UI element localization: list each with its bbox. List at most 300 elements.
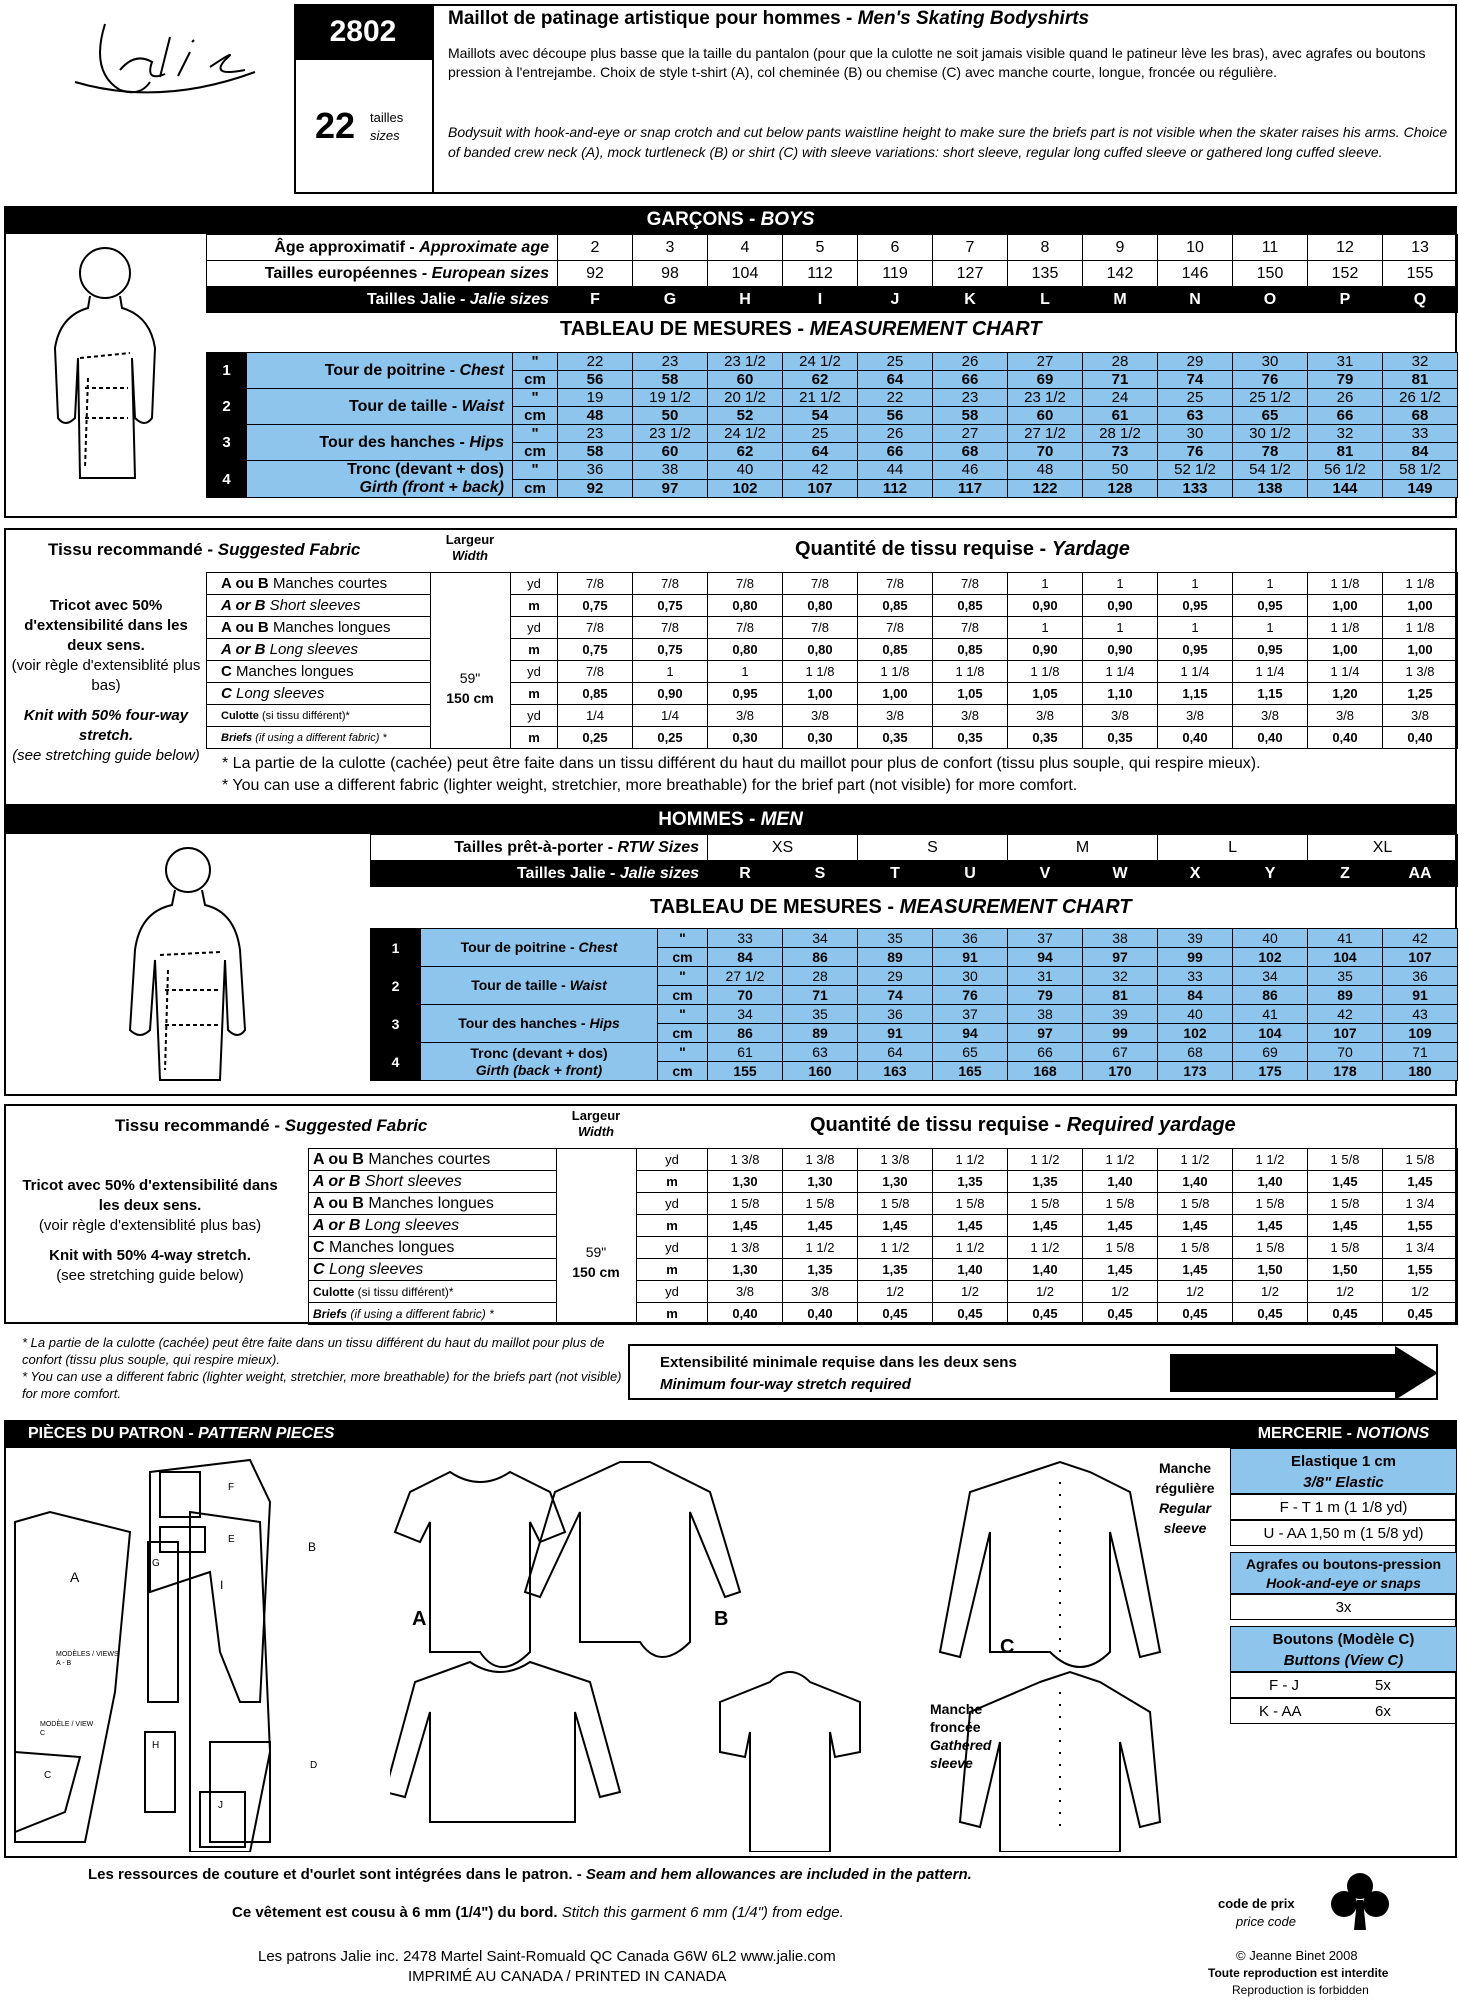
unit-cell: cm: [658, 1062, 708, 1081]
measure-cell: 117: [933, 479, 1008, 498]
measure-cell: 69: [1233, 1043, 1308, 1062]
yardage-cell: 1,40: [1233, 1171, 1308, 1193]
boys-yardage-row: [207, 573, 1458, 595]
men-width-label: Largeur Width: [571, 1108, 621, 1139]
yardage-cell: 1/2: [858, 1281, 933, 1303]
views-note: MODÈLES / VIEWS A - B: [56, 1651, 119, 1667]
measure-cell: 99: [1158, 948, 1233, 967]
style-label: Culotte (si tissu différent)*: [207, 705, 431, 727]
measure-cell: 30: [1158, 425, 1233, 443]
measure-cell: 81: [1083, 986, 1158, 1005]
yardage-cell: 1 3/4: [1383, 1193, 1458, 1215]
boys-yardage-row: [207, 727, 1458, 749]
men-measure-row: [371, 929, 1458, 948]
measure-cell: 94: [933, 1024, 1008, 1043]
unit-cell: ": [658, 967, 708, 986]
measure-cell: 35: [783, 1005, 858, 1024]
yardage-cell: 7/8: [633, 617, 708, 639]
measure-cell: 63: [1158, 407, 1233, 425]
measure-cell: 70: [1308, 1043, 1383, 1062]
unit-cell: m: [637, 1303, 708, 1325]
measure-cell: 91: [1383, 986, 1458, 1005]
measure-cell: 70: [708, 986, 783, 1005]
style-label: A or B Long sleeves: [207, 639, 431, 661]
measure-cell: 41: [1233, 1005, 1308, 1024]
yardage-cell: 3/8: [708, 705, 783, 727]
yardage-cell: 1 5/8: [1308, 1237, 1383, 1259]
yardage-cell: 0,80: [783, 595, 858, 617]
measure-cell: 43: [1383, 1005, 1458, 1024]
boys-chart-title: TABLEAU DE MESURES - MEASUREMENT CHART: [560, 318, 1042, 340]
row-number: 4: [371, 1043, 421, 1081]
yardage-cell: 0,40: [1383, 727, 1458, 749]
measure-label: Tour de taille - Waist: [247, 389, 513, 425]
boys-width-label: Largeur Width: [445, 532, 495, 563]
style-label: A ou B Manches courtes: [309, 1149, 557, 1171]
unit-cell: yd: [637, 1193, 708, 1215]
measure-cell: 68: [1383, 407, 1458, 425]
unit-cell: cm: [658, 948, 708, 967]
measure-cell: 56: [558, 371, 633, 389]
measure-cell: 66: [933, 371, 1008, 389]
measure-cell: 26 1/2: [1383, 389, 1458, 407]
men-jalie-label: Tailles Jalie - Jalie sizes: [371, 861, 708, 887]
yardage-cell: 1 5/8: [708, 1193, 783, 1215]
measure-cell: 28 1/2: [1083, 425, 1158, 443]
address: Les patrons Jalie inc. 2478 Martel Saint-Romuald QC Canada G6W 6L2 www.jalie.com: [258, 1948, 836, 1965]
yardage-cell: 0,80: [783, 639, 858, 661]
yardage-cell: 1: [1083, 617, 1158, 639]
yardage-cell: 1 1/2: [1083, 1149, 1158, 1171]
yardage-cell: 1 5/8: [1233, 1193, 1308, 1215]
measure-cell: 60: [708, 371, 783, 389]
measure-cell: 26: [933, 353, 1008, 371]
pieces-title: PIÈCES DU PATRON - PATTERN PIECES: [4, 1420, 1230, 1448]
unit-cell: ": [658, 929, 708, 948]
eu-label: Tailles européennes - European sizes: [207, 261, 558, 287]
view-b-label: B: [714, 1608, 729, 1630]
measure-cell: 36: [933, 929, 1008, 948]
men-yardage-row: [309, 1237, 1458, 1259]
measure-cell: 67: [1083, 1043, 1158, 1062]
yardage-cell: 1 1/8: [1383, 573, 1458, 595]
men-measure-row: [371, 1043, 1458, 1062]
yardage-cell: 3/8: [1233, 705, 1308, 727]
unit-cell: yd: [511, 705, 558, 727]
style-label: Briefs (if using a different fabric) *: [207, 727, 431, 749]
yardage-cell: 0,95: [1233, 595, 1308, 617]
yardage-cell: 3/8: [783, 705, 858, 727]
men-measure-row: [371, 967, 1458, 986]
measure-cell: 27: [933, 425, 1008, 443]
measure-cell: 37: [933, 1005, 1008, 1024]
unit-cell: m: [511, 639, 558, 661]
yardage-cell: 1,15: [1233, 683, 1308, 705]
measure-cell: 81: [1308, 443, 1383, 461]
row-number: 1: [207, 353, 247, 389]
yardage-cell: 1,40: [1083, 1171, 1158, 1193]
notions-title: MERCERIE - NOTIONS: [1230, 1420, 1457, 1448]
measure-cell: 84: [708, 948, 783, 967]
yardage-cell: 7/8: [708, 617, 783, 639]
yardage-cell: 7/8: [633, 573, 708, 595]
measure-cell: 42: [1308, 1005, 1383, 1024]
measure-cell: 33: [1158, 967, 1233, 986]
yardage-cell: 1,55: [1383, 1259, 1458, 1281]
row-number: 2: [371, 967, 421, 1005]
yardage-cell: 1,45: [1083, 1259, 1158, 1281]
yardage-cell: 1,00: [1383, 595, 1458, 617]
measure-cell: 22: [558, 353, 633, 371]
yardage-cell: 1: [1008, 573, 1083, 595]
yardage-cell: 1,45: [1158, 1215, 1233, 1237]
measure-cell: 86: [1233, 986, 1308, 1005]
men-yardage-row: [309, 1149, 1458, 1171]
yardage-cell: 7/8: [933, 617, 1008, 639]
yardage-cell: 1/2: [1308, 1281, 1383, 1303]
measure-cell: 22: [858, 389, 933, 407]
yardage-cell: 0,80: [708, 639, 783, 661]
style-label: C Manches longues: [207, 661, 431, 683]
measure-cell: 41: [1308, 929, 1383, 948]
unit-cell: yd: [637, 1237, 708, 1259]
measure-cell: 21 1/2: [783, 389, 858, 407]
unit-cell: cm: [658, 1024, 708, 1043]
measure-cell: 76: [1233, 371, 1308, 389]
yardage-cell: 1 1/8: [1308, 573, 1383, 595]
yardage-cell: 1 1/2: [1008, 1237, 1083, 1259]
yardage-cell: 1 1/2: [858, 1237, 933, 1259]
yardage-cell: 1/2: [1233, 1281, 1308, 1303]
boys-measure-row: [207, 425, 1458, 443]
yardage-cell: 1 3/8: [708, 1237, 783, 1259]
copyright: © Jeanne Binet 2008: [1236, 1948, 1358, 1963]
style-label: Briefs (if using a different fabric) *: [309, 1303, 557, 1325]
style-label: C Long sleeves: [207, 683, 431, 705]
measure-cell: 86: [708, 1024, 783, 1043]
measure-cell: 97: [633, 479, 708, 498]
yardage-cell: 1: [708, 661, 783, 683]
unit-cell: yd: [511, 617, 558, 639]
unit-cell: m: [511, 683, 558, 705]
yardage-cell: 1,10: [1083, 683, 1158, 705]
yardage-cell: 0,90: [633, 683, 708, 705]
measure-cell: 23: [558, 425, 633, 443]
sizes-fr: tailles: [370, 110, 404, 125]
yardage-cell: 1,30: [783, 1171, 858, 1193]
measure-cell: 30: [933, 967, 1008, 986]
yardage-cell: 0,95: [708, 683, 783, 705]
measure-cell: 25: [783, 425, 858, 443]
yardage-cell: 1,15: [1158, 683, 1233, 705]
row-number: 2: [207, 389, 247, 425]
measure-cell: 71: [1383, 1043, 1458, 1062]
boys-yardage-table: [206, 572, 1458, 749]
buttons-header: Boutons (Modèle C) Buttons (View C): [1230, 1626, 1457, 1672]
yardage-cell: 1,35: [858, 1259, 933, 1281]
measure-cell: 58 1/2: [1383, 461, 1458, 480]
yardage-cell: 0,85: [858, 595, 933, 617]
yardage-cell: 1 1/2: [783, 1237, 858, 1259]
yardage-cell: 3/8: [1008, 705, 1083, 727]
measure-cell: 71: [783, 986, 858, 1005]
yardage-cell: 0,75: [558, 639, 633, 661]
buttons-row-1: F - J 5x: [1230, 1672, 1457, 1698]
measure-cell: 144: [1308, 479, 1383, 498]
yardage-cell: 1 5/8: [783, 1193, 858, 1215]
measure-cell: 39: [1158, 929, 1233, 948]
boys-width-value: 59" 150 cm: [446, 670, 494, 706]
measure-cell: 89: [1308, 986, 1383, 1005]
measure-cell: 65: [1233, 407, 1308, 425]
price-code-label-en: price code: [1236, 1914, 1296, 1929]
measure-cell: 91: [933, 948, 1008, 967]
yardage-cell: 7/8: [783, 617, 858, 639]
yardage-cell: 0,95: [1233, 639, 1308, 661]
unit-cell: cm: [513, 443, 558, 461]
yardage-cell: 0,35: [1008, 727, 1083, 749]
boy-figure: [40, 238, 170, 498]
measure-cell: 86: [783, 948, 858, 967]
measure-cell: 91: [858, 1024, 933, 1043]
measure-cell: 23: [633, 353, 708, 371]
men-title: HOMMES - MEN: [4, 806, 1457, 834]
yardage-cell: 0,45: [858, 1303, 933, 1325]
yardage-cell: 1/2: [1158, 1281, 1233, 1303]
men-yardage-row: [309, 1193, 1458, 1215]
yardage-cell: 1,00: [1308, 639, 1383, 661]
measure-cell: 26: [858, 425, 933, 443]
yardage-cell: 0,85: [558, 683, 633, 705]
measure-cell: 78: [1233, 443, 1308, 461]
measure-cell: 97: [1083, 948, 1158, 967]
yardage-cell: 0,45: [1158, 1303, 1233, 1325]
yardage-cell: 3/8: [708, 1281, 783, 1303]
boys-note-en: * You can use a different fabric (lighter weight, stretchier, more breathable) for the brief part (not visible) for more comfort.: [222, 777, 1078, 794]
measure-cell: 168: [1008, 1062, 1083, 1081]
unit-cell: ": [513, 461, 558, 480]
yardage-cell: 1,05: [933, 683, 1008, 705]
measure-cell: 66: [1308, 407, 1383, 425]
measure-cell: 30 1/2: [1233, 425, 1308, 443]
seam-note: Les ressources de couture et d'ourlet sont intégrées dans le patron. - Seam and hem allowances are included in the pattern.: [88, 1866, 972, 1883]
measure-cell: 61: [708, 1043, 783, 1062]
yardage-cell: 0,85: [933, 639, 1008, 661]
description-en: Bodysuit with hook-and-eye or snap crotch and cut below pants waistline height to make sure the briefs part is not visible when the skater raises his arms. Choice of banded crew neck (A), mock turtleneck (B) or shirt (C) with sleeve variations: short sleeve, regular long cuffed sleeve or gathered long cuffed sleeve.: [448, 124, 1448, 160]
yardage-cell: 1 1/2: [933, 1149, 1008, 1171]
yardage-cell: 0,40: [708, 1303, 783, 1325]
measure-cell: 34: [708, 1005, 783, 1024]
measure-cell: 29: [1158, 353, 1233, 371]
measure-label: Tour de poitrine - Chest: [247, 353, 513, 389]
yardage-cell: 1,00: [1383, 639, 1458, 661]
measure-cell: 107: [783, 479, 858, 498]
style-label: A or B Short sleeves: [207, 595, 431, 617]
measure-cell: 27 1/2: [1008, 425, 1083, 443]
measure-cell: 58: [933, 407, 1008, 425]
yardage-cell: 1 5/8: [1383, 1149, 1458, 1171]
measure-cell: 138: [1233, 479, 1308, 498]
yardage-cell: 1,05: [1008, 683, 1083, 705]
men-yardage-row: [309, 1281, 1458, 1303]
yardage-cell: 0,85: [933, 595, 1008, 617]
yardage-cell: 1 5/8: [1083, 1237, 1158, 1259]
unit-cell: yd: [637, 1149, 708, 1171]
men-fabric-title: Tissu recommandé - Suggested Fabric: [115, 1116, 428, 1135]
measure-cell: 133: [1158, 479, 1233, 498]
measure-cell: 37: [1008, 929, 1083, 948]
style-label: A or B Long sleeves: [309, 1215, 557, 1237]
yardage-cell: 1: [1158, 617, 1233, 639]
measure-cell: 38: [1008, 1005, 1083, 1024]
regular-sleeve-label: Manche régulière Regular sleeve: [1155, 1460, 1215, 1536]
yardage-cell: 1 3/8: [783, 1149, 858, 1171]
measure-cell: 30: [1233, 353, 1308, 371]
measure-cell: 89: [783, 1024, 858, 1043]
measure-cell: 38: [1083, 929, 1158, 948]
yardage-cell: 1 5/8: [933, 1193, 1008, 1215]
yardage-cell: 1,45: [1008, 1215, 1083, 1237]
boys-size-table: Âge approximatif - Approximate age 2 3 4 5 6 7 8 9 10 11 12 13 Tailles européennes - European sizes 92 98 104 112 119 127 135 142 146 150 152 155 Tailles Jalie - Jalie sizes F G H I J K L M N O P Q: [206, 234, 1458, 313]
boys-measure-row: [207, 389, 1458, 407]
boys-yardage-row: [207, 595, 1458, 617]
measure-cell: 40: [708, 461, 783, 480]
measure-cell: 23 1/2: [633, 425, 708, 443]
measure-cell: 65: [933, 1043, 1008, 1062]
yardage-cell: 0,85: [858, 639, 933, 661]
measure-cell: 64: [858, 371, 933, 389]
yardage-cell: 1,45: [933, 1215, 1008, 1237]
piece-label-g: G: [152, 1558, 160, 1569]
men-knit-note: Tricot avec 50% d'extensibilité dans les deux sens. (voir règle d'extensiblité plus bas) Knit with 50% 4-way stretch. (see stretching guide below): [22, 1177, 278, 1284]
yardage-cell: 3/8: [933, 705, 1008, 727]
yardage-cell: 1 1/2: [933, 1237, 1008, 1259]
measure-cell: 102: [1233, 948, 1308, 967]
yardage-cell: 1 1/8: [1383, 617, 1458, 639]
yardage-cell: 1 1/4: [1083, 661, 1158, 683]
garment-sketches: [390, 1452, 1230, 1852]
measure-cell: 58: [558, 443, 633, 461]
measure-cell: 35: [858, 929, 933, 948]
measure-cell: 54: [783, 407, 858, 425]
reproduction-fr: Toute reproduction est interdite: [1208, 1966, 1389, 1980]
piece-label-f: F: [228, 1482, 235, 1493]
measure-cell: 109: [1383, 1024, 1458, 1043]
men-chart-title: TABLEAU DE MESURES - MEASUREMENT CHART: [650, 896, 1132, 918]
width-cell: [431, 573, 511, 749]
measure-cell: 84: [1158, 986, 1233, 1005]
yardage-cell: 0,95: [1158, 595, 1233, 617]
measure-cell: 122: [1008, 479, 1083, 498]
measure-cell: 24 1/2: [783, 353, 858, 371]
yardage-cell: 1,00: [1308, 595, 1383, 617]
boys-yardage-row: [207, 661, 1458, 683]
yardage-cell: 0,75: [633, 595, 708, 617]
yardage-cell: 0,40: [1158, 727, 1233, 749]
boys-yardage-title: Quantité de tissu requise - Yardage: [795, 538, 1130, 560]
measure-cell: 32: [1383, 353, 1458, 371]
yardage-cell: 0,35: [1083, 727, 1158, 749]
yardage-cell: 0,75: [558, 595, 633, 617]
yardage-cell: 1/2: [1008, 1281, 1083, 1303]
yardage-cell: 1,00: [783, 683, 858, 705]
row-number: 1: [371, 929, 421, 967]
yardage-cell: 0,40: [783, 1303, 858, 1325]
yardage-cell: 0,35: [858, 727, 933, 749]
yardage-cell: 1 5/8: [1008, 1193, 1083, 1215]
unit-cell: m: [637, 1259, 708, 1281]
unit-cell: ": [513, 389, 558, 407]
men-note: * La partie de la culotte (cachée) peut être faite dans un tissu différent du haut du maillot pour plus de confort (tissu plus souple, qui respire mieux). * You can use a different fabric (lighter weight, stretchier, more breathable) for the briefs part (not visible) for more comfort.: [22, 1335, 622, 1401]
yardage-cell: 1,40: [933, 1259, 1008, 1281]
yardage-cell: 1 1/4: [1158, 661, 1233, 683]
yardage-cell: 3/8: [1083, 705, 1158, 727]
yardage-cell: 1,30: [708, 1171, 783, 1193]
yardage-cell: 1/2: [1383, 1281, 1458, 1303]
yardage-cell: 1,45: [1308, 1171, 1383, 1193]
measure-cell: 34: [1233, 967, 1308, 986]
men-yardage-row: [309, 1215, 1458, 1237]
yardage-cell: 0,40: [1233, 727, 1308, 749]
width-cell: [557, 1149, 637, 1325]
boys-title: GARÇONS - BOYS: [4, 206, 1457, 234]
yardage-cell: 1 5/8: [1308, 1149, 1383, 1171]
yardage-cell: 0,30: [708, 727, 783, 749]
unit-cell: m: [511, 595, 558, 617]
price-code-label: code de prix: [1218, 1896, 1295, 1911]
measure-cell: 160: [783, 1062, 858, 1081]
measure-cell: 76: [933, 986, 1008, 1005]
yardage-cell: 1,45: [1308, 1215, 1383, 1237]
measure-cell: 48: [1008, 461, 1083, 480]
measure-cell: 107: [1308, 1024, 1383, 1043]
measure-cell: 32: [1083, 967, 1158, 986]
piece-label-h: H: [152, 1740, 160, 1751]
measure-cell: 66: [858, 443, 933, 461]
measure-label: Tour de poitrine - Chest: [421, 929, 658, 967]
men-measure-table: [370, 928, 1458, 1081]
measure-cell: 42: [783, 461, 858, 480]
measure-cell: 178: [1308, 1062, 1383, 1081]
yardage-cell: 3/8: [1308, 705, 1383, 727]
unit-cell: ": [658, 1005, 708, 1024]
measure-cell: 81: [1383, 371, 1458, 389]
men-yardage-row: [309, 1171, 1458, 1193]
measure-cell: 27 1/2: [708, 967, 783, 986]
measure-cell: 28: [1083, 353, 1158, 371]
yardage-cell: 1 1/2: [1008, 1149, 1083, 1171]
measure-cell: 69: [1008, 371, 1083, 389]
yardage-cell: 1,45: [1158, 1259, 1233, 1281]
measure-cell: 170: [1083, 1062, 1158, 1081]
yardage-cell: 1/2: [1083, 1281, 1158, 1303]
yardage-cell: 1 3/8: [858, 1149, 933, 1171]
unit-cell: yd: [511, 661, 558, 683]
piece-label-d: D: [310, 1760, 318, 1771]
style-label: C Manches longues: [309, 1237, 557, 1259]
measure-cell: 173: [1158, 1062, 1233, 1081]
yardage-cell: 7/8: [858, 573, 933, 595]
yardage-cell: 1,30: [858, 1171, 933, 1193]
unit-cell: m: [637, 1215, 708, 1237]
measure-cell: 97: [1008, 1024, 1083, 1043]
hooks-header: Agrafes ou boutons-pression Hook-and-eye or snaps: [1230, 1552, 1457, 1594]
measure-cell: 50: [1083, 461, 1158, 480]
yardage-cell: 1,25: [1383, 683, 1458, 705]
stretch-guide: Extensibilité minimale requise dans les deux sens Minimum four-way stretch required: [628, 1344, 1438, 1400]
yardage-cell: 1 3/4: [1383, 1237, 1458, 1259]
yardage-cell: 7/8: [708, 573, 783, 595]
